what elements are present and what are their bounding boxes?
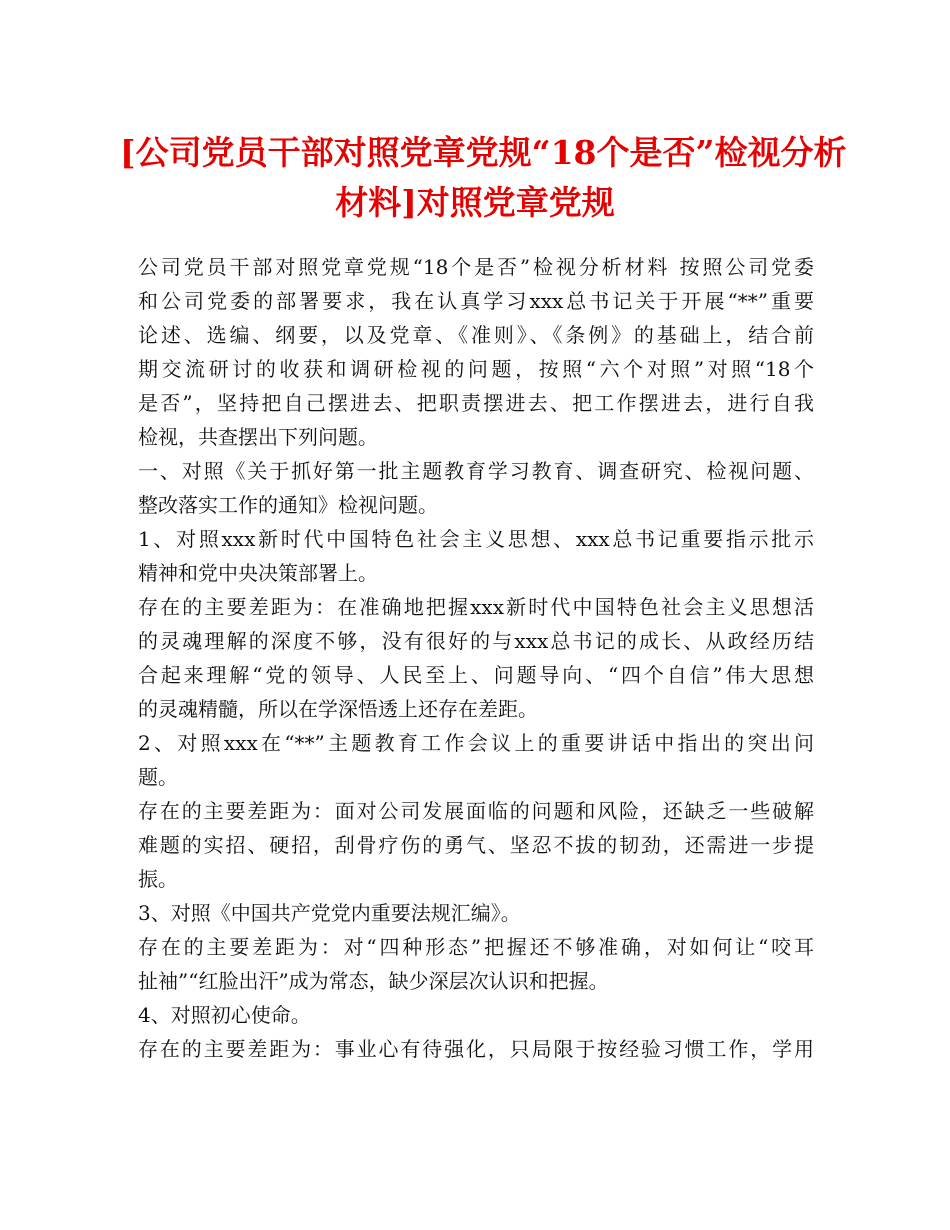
body-line: 和公司党委的部署要求，我在认真学习xxx总书记关于开展“**”重要 [138,289,814,313]
body-line: 3、对照《中国共产党党内重要法规汇编》。 [138,901,521,925]
body-line: 是否”，坚持把自己摆进去、把职责摆进去、把工作摆进去，进行自我 [138,391,814,415]
body-line: 4、对照初心使命。 [138,1003,311,1027]
title-line: 材料]对照党章党规 [335,183,615,222]
body-line: 扯袖”“红脸出汗”成为常态，缺少深层次认识和把握。 [138,969,609,993]
body-line: 期交流研讨的收获和调研检视的问题，按照“六个对照”对照“18个 [138,357,814,381]
document-title [120,128,847,228]
body-line: 1、对照xxx新时代中国特色社会主义思想、xxx总书记重要指示批示 [138,527,814,551]
body-line: 的灵魂理解的深度不够，没有很好的与xxx总书记的成长、从政经历结 [138,629,814,653]
body-line: 检视，共查摆出下列问题。 [138,425,378,449]
body-line: 存在的主要差距为：面对公司发展面临的问题和风险，还缺乏一些破解 [138,799,814,823]
document-body [138,250,814,1066]
body-line: 论述、选编、纲要，以及党章、《准则》、《条例》的基础上，结合前 [138,323,814,347]
title-line: [公司党员干部对照党章党规“18个是否”检视分析 [120,133,847,172]
body-line: 的灵魂精髓，所以在学深悟透上还存在差距。 [138,697,538,721]
body-line: 存在的主要差距为：在准确地把握xxx新时代中国特色社会主义思想活 [138,595,814,619]
body-line: 2、对照xxx在“**”主题教育工作会议上的重要讲话中指出的突出问 [138,731,814,755]
body-line: 题。 [138,765,178,789]
body-line: 存在的主要差距为：事业心有待强化，只局限于按经验习惯工作，学用 [138,1037,814,1061]
body-line: 存在的主要差距为：对“四种形态”把握还不够准确，对如何让“咬耳 [138,935,814,959]
body-line: 一、对照《关于抓好第一批主题教育学习教育、调查研究、检视问题、 [138,459,814,483]
body-line: 精神和党中央决策部署上。 [138,561,378,585]
body-line: 振。 [138,867,178,891]
body-line: 公司党员干部对照党章党规“18个是否”检视分析材料 按照公司党委 [138,255,814,279]
body-line: 合起来理解“党的领导、人民至上、问题导向、“四个自信”伟大思想 [138,663,814,687]
body-line: 整改落实工作的通知》检视问题。 [138,493,438,517]
body-line: 难题的实招、硬招，刮骨疗伤的勇气、坚忍不拔的韧劲，还需进一步提 [138,833,814,857]
